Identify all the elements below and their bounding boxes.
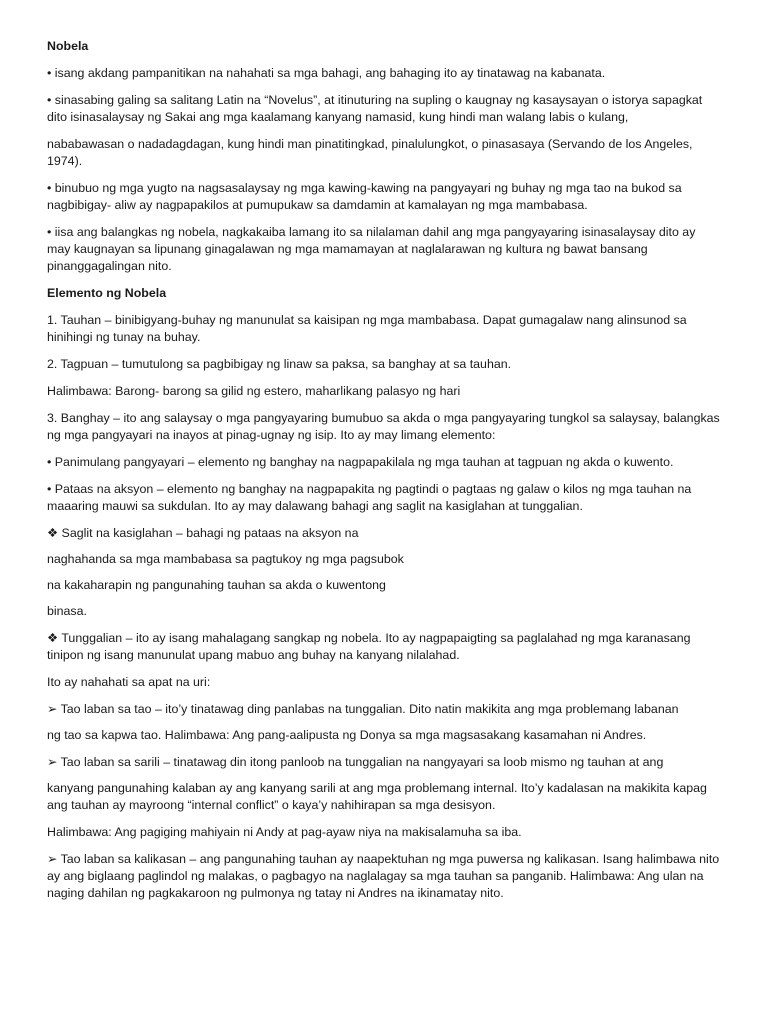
- tunggalian-paragraph: ❖ Tunggalian – ito ay isang mahalagang sangkap ng nobela. Ito ay nagpapaigting sa paglalahad ng mga karanasang tinipon ng isang manunulat upang mabuo ang buhay na kanyang nilalahad.: [47, 631, 691, 662]
- intro-paragraph-4: • binubuo ng mga yugto na nagsasalaysay ng mga kawing-kawing na pangyayari ng buhay ng mga tao na bukod sa nagbibigay- aliw ay nagpapakilos at pumupukaw sa damdamin at kamalayan ng mga mambabasa.: [47, 181, 682, 212]
- element-tagpuan: 2. Tagpuan – tumutulong sa pagbibigay ng linaw sa paksa, sa banghay at sa tauhan.: [47, 357, 512, 371]
- intro-paragraph-3: nababawasan o nadadagdagan, kung hindi man pinatitingkad, pinalulungkot, o pinasasaya (Servando de los Angeles, 1974).: [47, 137, 693, 168]
- intro-paragraph-5: • iisa ang balangkas ng nobela, nagkakaiba lamang ito sa nilalaman dahil ang mga pangyayaring isinasalaysay dito ay may kaugnayan sa lipunang ginagalawan ng mga mamamayan at naglalarawan ng kultura ng bawat bansang pinanggagalingan nito.: [47, 225, 696, 273]
- element-tauhan: 1. Tauhan – binibigyang-buhay ng manunulat sa kaisipan ng mga mambabasa. Dapat gumagalaw nang alinsunod sa hinihingi ng tunay na buhay.: [47, 313, 687, 344]
- banghay-panimula: • Panimulang pangyayari – elemento ng banghay na nagpapakilala ng mga tauhan at tagpuan ng akda o kuwento.: [47, 455, 674, 469]
- tao-sa-kalikasan-paragraph: ➢ Tao laban sa kalikasan – ang pangunahing tauhan ay naapektuhan ng mga puwersa ng kalikasan. Isang halimbawa nito ay ang biglaang paglindol ng malakas, o pagbagyo na naglalagay sa mga tauhan sa panganib. Halimbawa: Ang ulan na naging dahilan ng pagkakaroon ng pulmonya ng tatay ni Andres na ikinamatay nito.: [47, 852, 720, 900]
- banghay-pataas: • Pataas na aksyon – elemento ng banghay na nagpapakita ng pagtindi o pagtaas ng galaw o kilos ng mga tauhan na maaaring mauwi sa sukdulan. Ito ay may dalawang bahagi ang saglit na kasiglahan at tunggalian.: [47, 482, 692, 513]
- saglit-line-2: naghahanda sa mga mambabasa sa pagtukoy ng mga pagsubok: [47, 552, 404, 566]
- uri-intro: Ito ay nahahati sa apat na uri:: [47, 675, 211, 689]
- tao-sa-tao-line-1: ➢ Tao laban sa tao – ito’y tinatawag ding panlabas na tunggalian. Dito natin makikita ang mga problemang labanan: [47, 702, 679, 716]
- tao-sa-tao-line-2: ng tao sa kapwa tao. Halimbawa: Ang pang-aalipusta ng Donya sa mga magsasakang kasamahan ni Andres.: [47, 728, 647, 742]
- tao-sa-sarili-example: Halimbawa: Ang pagiging mahiyain ni Andy at pag-ayaw niya na makisalamuha sa iba.: [47, 825, 522, 839]
- intro-paragraph-2: • sinasabing galing sa salitang Latin na “Novelus”, at itinuturing na supling o kaugnay ng kasaysayan o istorya sapagkat dito isinasalaysay ng Sakai ang mga kaalamang kanyang namasid, kung hindi man walang labis o kulang,: [47, 93, 703, 124]
- saglit-line-1: ❖ Saglit na kasiglahan – bahagi ng pataas na aksyon na: [47, 526, 359, 540]
- tao-sa-sarili-line-2: kanyang pangunahing kalaban ay ang kanyang sarili at ang mga problemang internal. Ito’y kadalasan na makikita kapag ang tauhan ay mayroong “internal conflict” o kaya’y nahihirapan sa mga desisyon.: [47, 781, 707, 812]
- page-title: Nobela: [47, 39, 89, 53]
- tao-sa-sarili-line-1: ➢ Tao laban sa sarili – tinatawag din itong panloob na tunggalian na nangyayari sa loob mismo ng tauhan at ang: [47, 755, 664, 769]
- intro-paragraph-1: • isang akdang pampanitikan na nahahati sa mga bahagi, ang bahaging ito ay tinatawag na kabanata.: [47, 66, 606, 80]
- saglit-line-4: binasa.: [47, 604, 87, 618]
- saglit-line-3: na kakaharapin ng pangunahing tauhan sa akda o kuwentong: [47, 578, 386, 592]
- tagpuan-example: Halimbawa: Barong- barong sa gilid ng estero, maharlikang palasyo ng hari: [47, 384, 461, 398]
- element-banghay: 3. Banghay – ito ang salaysay o mga pangyayaring bumubuo sa akda o mga pangyayaring tungkol sa salaysay, balangkas ng mga pangyayari na inayos at pinag-ugnay ng isip. Ito ay may limang elemento:: [47, 411, 720, 442]
- elements-heading: Elemento ng Nobela: [47, 286, 167, 300]
